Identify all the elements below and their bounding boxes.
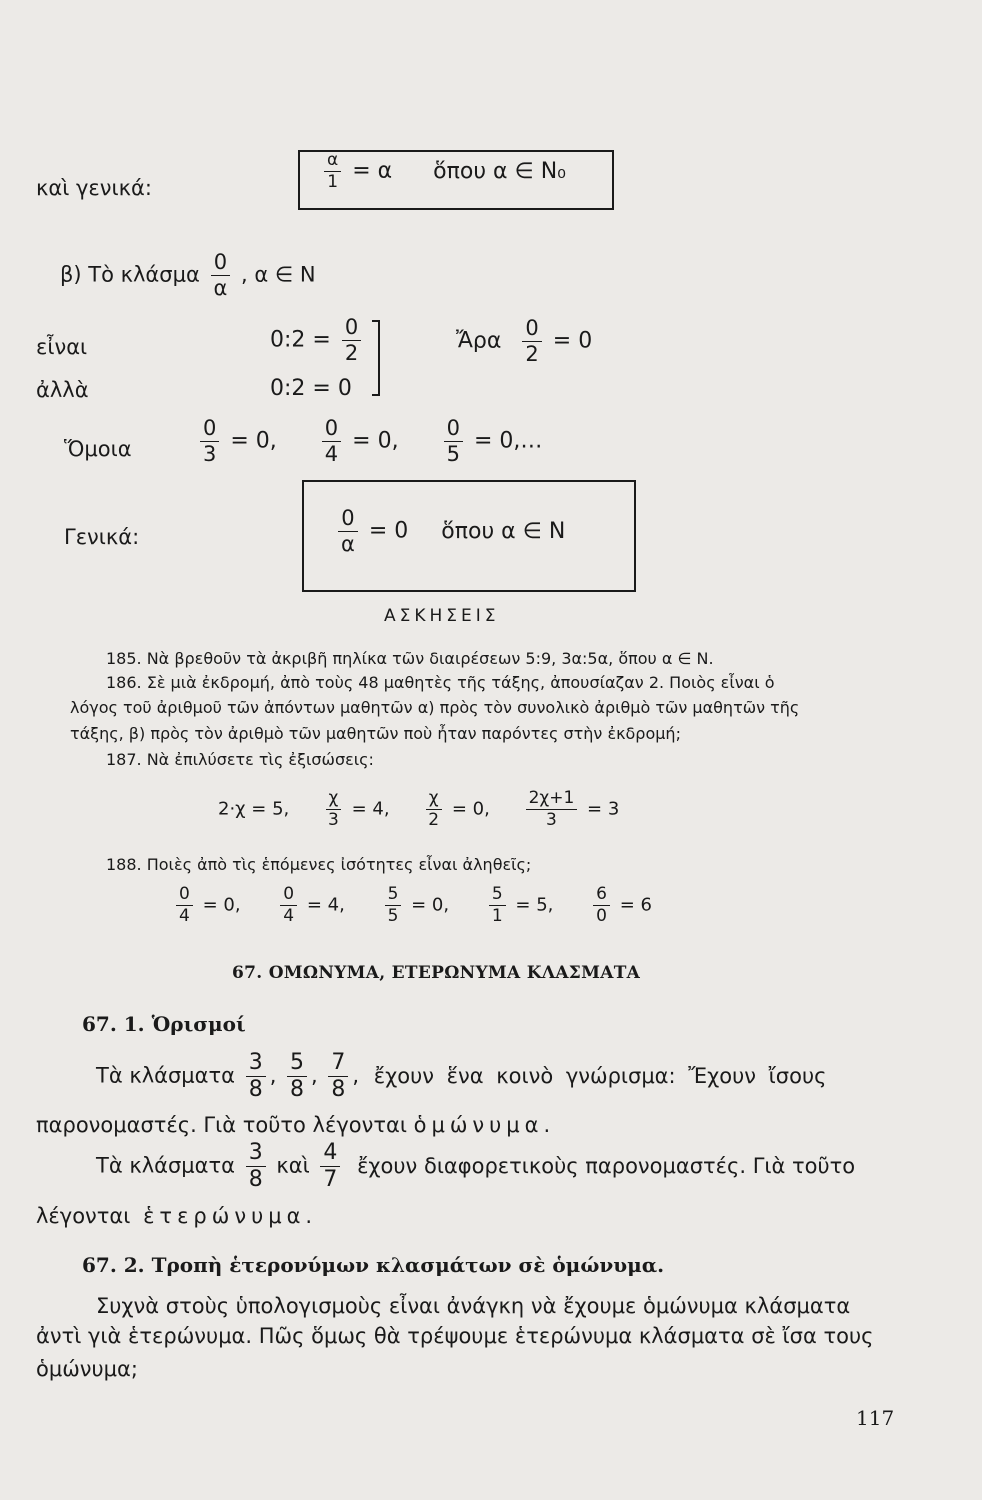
fraction: $\frac{6}{0}$	[593, 886, 610, 925]
fraction: $\frac{\alpha}{1}$	[324, 152, 341, 191]
general-zero-label: Γενικά:	[64, 525, 140, 549]
formula-rhs: = α	[352, 158, 393, 184]
row1-label: εἶναι	[36, 335, 88, 359]
subsection-67-1: 67. 1. Ὁρισμοί	[82, 1012, 246, 1036]
exercise-186-line1: 186. Σὲ μιὰ ἐκδρομή, ἀπὸ τοὺς 48 μαθητὲς τῆς τάξης, ἀπουσίαζαν 2. Ποιὸς εἶναι ὁ	[106, 673, 775, 692]
fraction: $\frac{3}{8}$	[246, 1142, 266, 1191]
general-formula	[320, 152, 566, 191]
similarly-label: Ὅμοια	[64, 437, 132, 461]
fraction: $\frac{5}{5}$	[385, 886, 402, 925]
fraction: $\frac{0}{3}$	[200, 418, 219, 465]
section-heading: 67. ΟΜΩΝΥΜΑ, ΕΤΕΡΩΝΥΜΑ ΚΛΑΣΜΑΤΑ	[232, 963, 641, 983]
paragraph-1-line1: Τὰ κλάσματα $\frac{3}{8}$ , $\frac{5}{8}$ , $\frac{7}{8}$ , ἔχουν ἕνα κοινὸ γνώρισμα: Ἔχουν ἴσους	[96, 1050, 827, 1102]
equalities-188: $\frac{0}{4}$ = 0, $\frac{0}{4}$ = 4, $\frac{5}{5}$ = 0, $\frac{5}{1}$ = 5, $\frac{6}{0}$ = 6	[172, 886, 652, 925]
exercise-187: 187. Νὰ ἐπιλύσετε τὶς ἐξισώσεις:	[106, 750, 374, 769]
paragraph-1-line2: παρονομαστές. Γιὰ τοῦτο λέγονται ὁμώνυμα.	[36, 1113, 556, 1137]
row1-expr: 0:2 = $\frac{0}{2}$	[270, 317, 365, 364]
paragraph-3-line2: ἀντὶ γιὰ ἑτερώνυμα. Πῶς ὅμως θὰ τρέψουμε ἑτερώνυμα κλάσματα σὲ ἴσα τους	[36, 1324, 874, 1348]
fraction: $\frac{5}{1}$	[489, 886, 506, 925]
fraction: $\frac{0}{4}$	[322, 418, 341, 465]
fraction: $\frac{7}{8}$	[328, 1052, 348, 1101]
general-label: καὶ γενικά:	[36, 176, 152, 200]
ara-expr: Ἄρα $\frac{0}{2}$ = 0	[456, 316, 593, 366]
page-number: 117	[856, 1406, 895, 1430]
fraction: $\frac{\chi}{2}$	[425, 790, 442, 829]
fraction: $\frac{0}{4}$	[176, 886, 193, 925]
general-zero-formula: $\frac{0}{\alpha}$ = 0 ὅπου α ∈ N	[334, 508, 565, 555]
paragraph-2-line2: λέγονται ἑτερώνυμα.	[36, 1204, 318, 1228]
exercise-185: 185. Νὰ βρεθοῦν τὰ ἀκριβῆ πηλίκα τῶν διαιρέσεων 5:9, 3α:5α, ὅπου α ∈ N.	[106, 649, 714, 668]
equations-187: 2·χ = 5, $\frac{\chi}{3}$ = 4, $\frac{\chi}{2}$ = 0, $\frac{2\chi+1}{3}$ = 3	[218, 788, 620, 830]
fraction: $\frac{0}{2}$	[342, 317, 361, 364]
fraction: $\frac{0}{\alpha}$	[338, 508, 358, 555]
brace	[372, 320, 380, 396]
fraction: $\frac{0}{5}$	[444, 418, 463, 465]
fraction: $\frac{3}{8}$	[246, 1052, 266, 1101]
fraction: $\frac{0}{2}$	[522, 318, 541, 365]
similarly-expr: $\frac{0}{3}$ = 0, $\frac{0}{4}$ = 0, $\frac{0}{5}$ = 0,…	[196, 418, 542, 465]
fraction: $\frac{4}{7}$	[320, 1142, 340, 1191]
paragraph-2-line1: Τὰ κλάσματα $\frac{3}{8}$ καὶ $\frac{4}{7}$ ἔχουν διαφορετικοὺς παρονομαστές. Γιὰ τοῦτο	[96, 1140, 856, 1192]
exercises-title: ΑΣΚΗΣΕΙΣ	[384, 606, 500, 626]
exercise-186-line2: λόγος τοῦ ἀριθμοῦ τῶν ἀπόντων μαθητῶν α) πρὸς τὸν συνολικὸ ἀριθμὸ τῶν μαθητῶν τῆς	[70, 698, 800, 717]
formula-condition: ὅπου α ∈ N₀	[433, 158, 566, 184]
exercise-188: 188. Ποιὲς ἀπὸ τὶς ἑπόμενες ἰσότητες εἶναι ἀληθεῖς;	[106, 855, 532, 874]
fraction: $\frac{2\chi+1}{3}$	[526, 790, 578, 829]
exercise-186-line3: τάξης, β) πρὸς τὸν ἀριθμὸ τῶν μαθητῶν ποὺ ἦταν παρόντες στὴν ἐκδρομή;	[70, 724, 681, 743]
fraction: $\frac{0}{4}$	[280, 886, 297, 925]
subsection-67-2: 67. 2. Τροπὴ ἑτερονύμων κλασμάτων σὲ ὁμώνυμα.	[82, 1253, 665, 1277]
fraction: $\frac{5}{8}$	[287, 1052, 307, 1101]
fraction: $\frac{0}{\alpha}$	[210, 252, 230, 299]
paragraph-3-line3: ὁμώνυμα;	[36, 1357, 138, 1381]
fraction: $\frac{\chi}{3}$	[325, 790, 342, 829]
row2-expr: 0:2 = 0	[270, 376, 352, 401]
row2-label: ἀλλὰ	[36, 378, 89, 402]
paragraph-3-line1: Συχνὰ στοὺς ὑπολογισμοὺς εἶναι ἀνάγκη νὰ ἔχουμε ὁμώνυμα κλάσματα	[96, 1294, 851, 1318]
beta-intro: β) Τὸ κλάσμα $\frac{0}{\alpha}$ , α ∈ N	[60, 250, 316, 300]
